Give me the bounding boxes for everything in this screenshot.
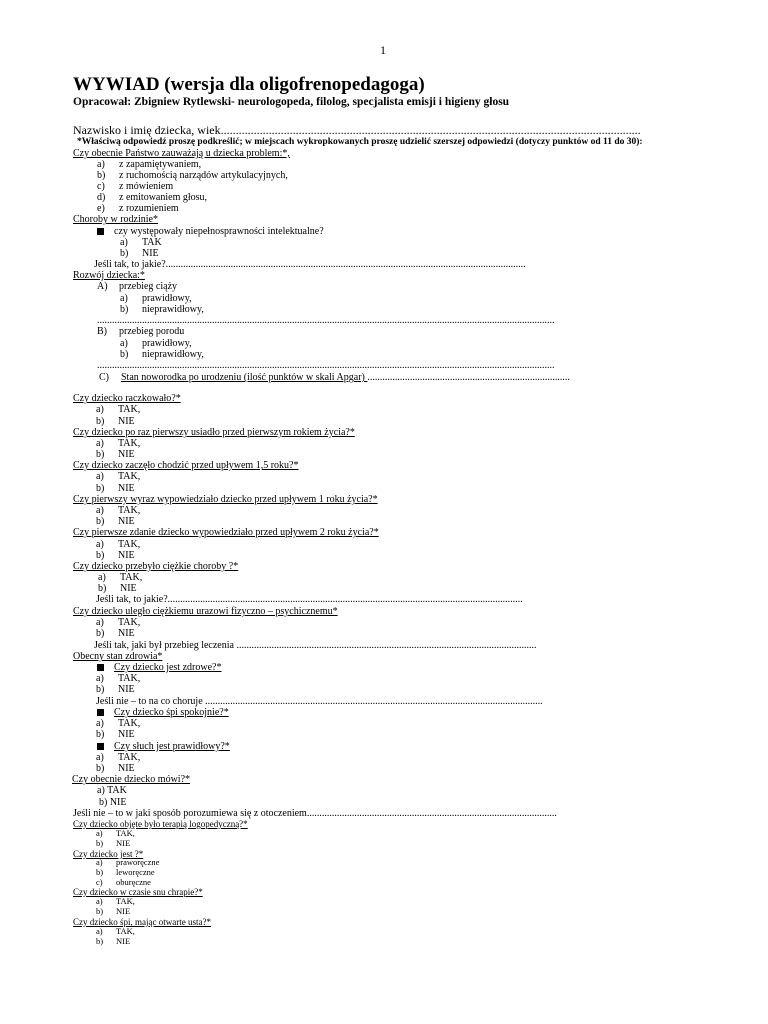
- detail-field[interactable]: .......................................................................................................................................................................................: [97, 360, 555, 371]
- answer-option[interactable]: a) TAK,: [96, 926, 135, 936]
- answer-option[interactable]: c) oburęczne: [96, 877, 151, 887]
- detail-field[interactable]: Jeśli nie – to w jaki sposób porozumiewa się z otoczeniem....................................................................................................: [73, 808, 557, 819]
- bullet-square-icon: [97, 228, 104, 235]
- answer-option[interactable]: c) z mówieniem: [97, 181, 174, 192]
- answer-option[interactable]: b) NIE: [96, 906, 131, 916]
- question-title: Czy dziecko zaczęło chodzić przed upływem 1,5 roku?*: [73, 460, 299, 471]
- answer-option[interactable]: e) z rozumieniem: [97, 203, 179, 214]
- child-name-field[interactable]: Nazwisko i imię dziecka, wiek............................................................................................................................................: [73, 123, 641, 137]
- question-title: Choroby w rodzinie*: [73, 214, 158, 225]
- answer-option[interactable]: b) NIE: [96, 729, 135, 740]
- question-title: Czy dziecko po raz pierwszy usiadło przed pierwszym rokiem życia?*: [73, 427, 355, 438]
- answer-option[interactable]: a) TAK,: [96, 828, 135, 838]
- answer-option[interactable]: b) NIE: [96, 838, 131, 848]
- answer-option[interactable]: a) TAK: [97, 785, 127, 796]
- detail-field[interactable]: Jeśli nie – to na co choruje .......................................................................................................................................: [96, 696, 543, 707]
- answer-option[interactable]: a) TAK,: [96, 438, 141, 449]
- sub-question[interactable]: C) Stan noworodka po urodzeniu (ilość punktów w skali Apgar) .................................................................................: [99, 372, 570, 383]
- document-author: Opracował: Zbigniew Rytlewski- neurologopeda, filolog, specjalista emisji i higieny głosu: [73, 96, 510, 108]
- sub-question: Czy dziecko jest zdrowe?*: [97, 662, 221, 673]
- question-title: Czy dziecko przebyło ciężkie choroby ?*: [73, 561, 239, 572]
- bullet-square-icon: [97, 743, 104, 750]
- answer-option[interactable]: d) z emitowaniem głosu,: [97, 192, 208, 203]
- sub-question: Czy słuch jest prawidłowy?*: [97, 741, 230, 752]
- question-title: Czy obecnie Państwo zauważają u dziecka problem:*,: [73, 148, 290, 159]
- answer-option[interactable]: a) TAK,: [96, 896, 135, 906]
- answer-option[interactable]: a) praworęczne: [96, 857, 160, 867]
- answer-option[interactable]: a) prawidłowy,: [120, 293, 192, 304]
- answer-option[interactable]: b) NIE: [96, 936, 131, 946]
- answer-option[interactable]: b) NIE: [120, 248, 159, 259]
- page-number: 1: [380, 43, 386, 57]
- answer-option[interactable]: b) NIE: [96, 550, 135, 561]
- question-title: Czy dziecko raczkowało?*: [73, 393, 181, 404]
- detail-field[interactable]: .......................................................................................................................................................................................: [97, 315, 555, 326]
- question-title: Rozwój dziecka:*: [73, 270, 145, 281]
- answer-option[interactable]: a) TAK,: [96, 505, 141, 516]
- detail-field[interactable]: Jeśli tak, to jakie?..............................................................................................................................................: [96, 594, 523, 605]
- answer-option[interactable]: b) NIE: [96, 684, 135, 695]
- detail-field[interactable]: Jeśli tak, to jakie?................................................................................................................................................: [94, 259, 526, 270]
- question-title: Czy pierwsze zdanie dziecko wypowiedziało przed upływem 2 roku życia?*: [73, 527, 379, 538]
- bullet-square-icon: [97, 709, 104, 716]
- answer-option[interactable]: b) NIE: [96, 516, 135, 527]
- answer-option[interactable]: b) NIE: [96, 483, 135, 494]
- answer-option[interactable]: b) z ruchomością narządów artykulacyjnych,: [97, 170, 288, 181]
- answer-option[interactable]: b) NIE: [96, 628, 135, 639]
- answer-option[interactable]: b) NIE: [96, 416, 135, 427]
- document-title: WYWIAD (wersja dla oligofrenopedagoga): [73, 74, 425, 95]
- sub-question: B) przebieg porodu: [97, 326, 185, 337]
- sub-question: Czy dziecko śpi spokojnie?*: [97, 707, 229, 718]
- answer-option[interactable]: b) leworęczne: [96, 867, 155, 877]
- answer-option[interactable]: a) TAK,: [96, 404, 141, 415]
- answer-option[interactable]: a) TAK,: [96, 539, 141, 550]
- answer-option[interactable]: a) z zapamiętywaniem,: [97, 159, 202, 170]
- question-title: Czy dziecko w czasie snu chrapie?*: [73, 887, 203, 897]
- answer-option[interactable]: b) NIE: [96, 763, 135, 774]
- answer-option[interactable]: a) TAK,: [98, 572, 143, 583]
- question-title: Czy dziecko śpi, mając otwarte usta?*: [73, 917, 211, 927]
- question-title: Czy pierwszy wyraz wypowiedziało dziecko przed upływem 1 roku życia?*: [73, 494, 378, 505]
- answer-option[interactable]: b) nieprawidłowy,: [120, 349, 204, 360]
- answer-option[interactable]: b) nieprawidłowy,: [120, 304, 204, 315]
- answer-option[interactable]: a) TAK,: [96, 617, 141, 628]
- answer-option[interactable]: b) NIE: [99, 797, 127, 808]
- answer-option[interactable]: a) TAK,: [96, 673, 141, 684]
- bullet-square-icon: [97, 664, 104, 671]
- question-title: Obecny stan zdrowia*: [73, 651, 163, 662]
- sub-question: A) przebieg ciąży: [97, 281, 178, 292]
- question-title: Czy dziecko objęte było terapią logopedyczną?*: [73, 819, 248, 829]
- answer-option[interactable]: b) NIE: [98, 583, 137, 594]
- answer-option[interactable]: a) TAK,: [96, 752, 141, 763]
- detail-field[interactable]: Jeśli tak, jaki był przebieg leczenia ........................................................................................................................: [94, 640, 537, 651]
- answer-option[interactable]: a) TAK,: [96, 471, 141, 482]
- answer-option[interactable]: b) NIE: [96, 449, 135, 460]
- answer-option[interactable]: a) prawidłowy,: [120, 338, 192, 349]
- answer-option[interactable]: a) TAK,: [96, 718, 141, 729]
- answer-option[interactable]: a) TAK: [120, 237, 162, 248]
- sub-question: czy występowały niepełnosprawności intelektualne?: [97, 226, 324, 237]
- question-title: Czy obecnie dziecko mówi?*: [72, 774, 191, 785]
- question-title: Czy dziecko uległo ciężkiemu urazowi fizyczno – psychicznemu*: [73, 606, 338, 617]
- question-title: Czy dziecko jest ?*: [73, 849, 144, 859]
- instruction-note: *Właściwą odpowiedź proszę podkreślić; w miejscach wykropkowanych proszę udzielić szerszej odpowiedzi (dotyczy punktów od 11 do 30):: [77, 137, 643, 147]
